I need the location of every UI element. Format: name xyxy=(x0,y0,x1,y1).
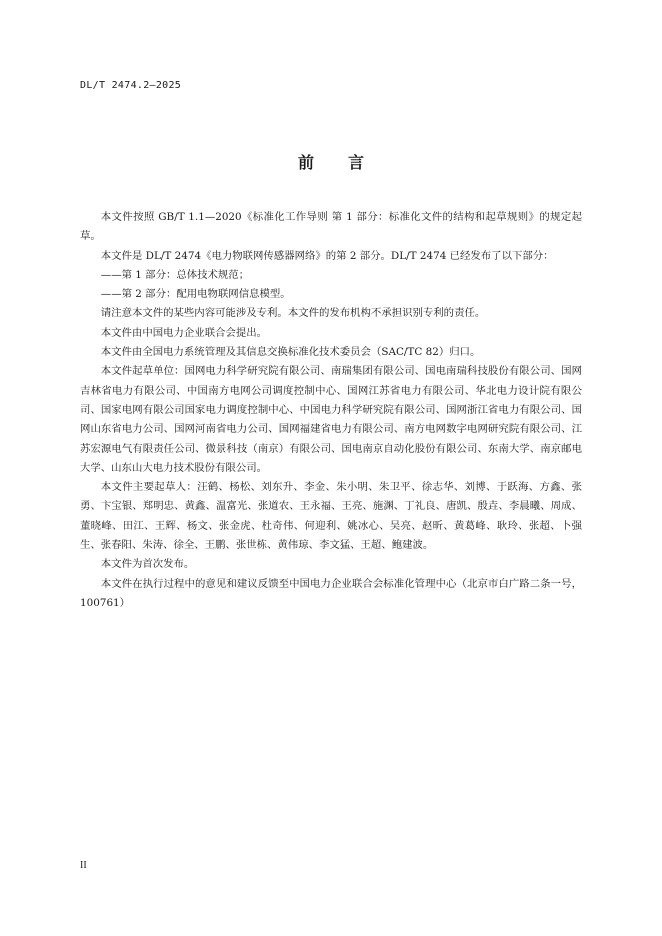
paragraph-drafting-units: 本文件起草单位：国网电力科学研究院有限公司、南瑞集团有限公司、国电南瑞科技股份有限公司、国网吉林省电力有限公司、中国南方电网公司调度控制中心、国网江苏省电力有限公司、华北电力设计院有限公司、国家电网有限公司国家电力调度控制中心、中国电力科学研究院有限公司、国网浙江省电力有限公司、国网山东省电力公司、国网河南省电力公司、国网福建省电力有限公司、南方电网数字电网研究院有限公司、江苏宏源电气有限责任公司、微景科技（南京）有限公司、国电南京自动化股份有限公司、东南大学、南京邮电大学、山东山大电力技术股份有限公司。 xyxy=(80,365,582,474)
page-title: 前言 xyxy=(297,153,398,172)
page-number: II xyxy=(80,860,87,871)
paragraph-patent-notice: 请注意本文件的某些内容可能涉及专利。本文件的发布机构不承担识别专利的责任。 xyxy=(100,307,486,320)
paragraph-committee: 本文件由全国电力系统管理及其信息交换标准化技术委员会（SAC/TC 82）归口。 xyxy=(100,346,481,359)
paragraph-proposer: 本文件由中国电力企业联合会提出。 xyxy=(100,326,268,339)
paragraph-part-2: ——第 2 部分：配用电物联网信息模型。 xyxy=(100,288,291,301)
paragraph-first-release: 本文件为首次发布。 xyxy=(100,558,195,571)
paragraph-part-1: ——第 1 部分：总体技术规范； xyxy=(100,268,250,281)
paragraph-feedback: 本文件在执行过程中的意见和建议反馈至中国电力企业联合会标准化管理中心（北京市白广路二条一号，100761） xyxy=(80,577,582,609)
paragraph-drafting-rules: 本文件按照 GB/T 1.1—2020《标准化工作导则 第 1 部分：标准化文件的结构和起草规则》的规定起草。 xyxy=(80,211,582,243)
paragraph-drafters: 本文件主要起草人：汪鹤、杨松、刘东升、李金、朱小明、朱卫平、徐志华、刘博、于跃海、方鑫、张勇、卞宝银、郑明忠、黄鑫、温富光、张道农、王永福、王亮、施渊、丁礼良、唐凯、殷垚、李晨曦、周成、董晓峰、田江、王辉、杨文、张金虎、杜奇伟、何迎利、姚冰心、吴亮、赵昕、黄葛峰、耿玲、张超、卜强生、张春阳、朱涛、徐全、王鹏、张世栋、黄伟琼、李文猛、王超、鲍建波。 xyxy=(80,481,582,552)
paragraph-series-info: 本文件是 DL/T 2474《电力物联网传感器网络》的第 2 部分。DL/T 2474 已经发布了以下部分： xyxy=(100,249,554,262)
document-code: DL/T 2474.2—2025 xyxy=(80,80,182,91)
foreword-body xyxy=(80,208,582,613)
